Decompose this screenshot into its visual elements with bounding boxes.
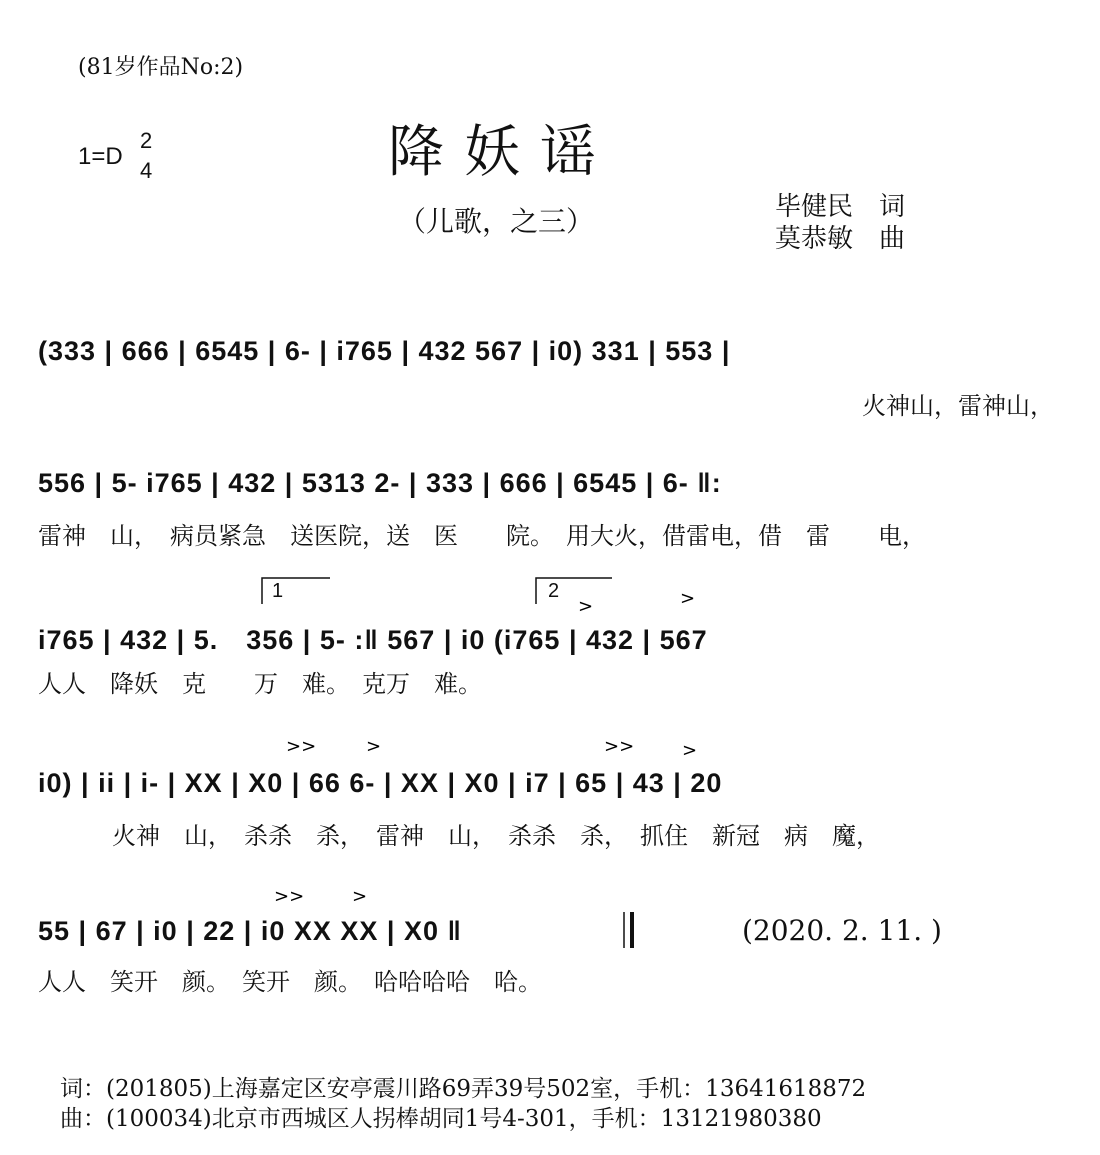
notation-row-3: i765 | 432 | 5. 356 | 5- :‖ 567 | i0 (i765 | 432 | 567 <box>38 625 708 655</box>
first-ending-number: 1 <box>272 580 284 602</box>
second-ending-number: 2 <box>548 580 560 602</box>
work-number-label: (81岁作品No:2) <box>78 55 244 80</box>
composer-credit: 莫恭敏 曲 <box>775 224 906 254</box>
composition-date: (2020. 2. 11. ) <box>742 914 942 947</box>
lyrics-row-5: 人人 笑开 颜。 笑开 颜。 哈哈哈哈 哈。 <box>38 968 542 996</box>
lyrics-row-3: 人人 降妖 克 万 难。 克万 难。 <box>38 670 482 698</box>
lyricist-credit: 毕健民 词 <box>775 192 906 222</box>
accent-mark: > <box>578 596 594 617</box>
accent-mark: > <box>680 588 696 609</box>
song-subtitle: （儿歌，之三） <box>398 205 595 238</box>
notation-row-2: 556 | 5- i765 | 432 | 5313 2- | 333 | 666 | 6545 | 6- ‖: <box>38 468 722 498</box>
accent-mark: >> <box>286 736 317 757</box>
time-signature-top: 2 <box>140 128 153 153</box>
accent-mark: > <box>352 886 368 907</box>
lyrics-row-1: 火神山，雷神山， <box>862 392 1054 420</box>
notation-row-1: (333 | 666 | 6545 | 6- | i765 | 432 567 | i0) 331 | 553 | <box>38 336 731 366</box>
song-title: 降妖谣 <box>388 120 616 185</box>
lyrics-row-4: 火神 山， 杀杀 杀， 雷神 山， 杀杀 杀， 抓住 新冠 病 魔， <box>112 822 880 850</box>
key-signature: 1=D <box>78 143 123 170</box>
accent-mark: > <box>682 740 698 761</box>
time-signature-bottom: 4 <box>140 158 153 183</box>
lyricist-address: 词：(201805)上海嘉定区安亭震川路69弄39号502室，手机：13641618872 <box>60 1076 867 1102</box>
first-ending-bracket <box>262 578 330 604</box>
composer-address: 曲：(100034)北京市西城区人拐棒胡同1号4-301，手机：13121980380 <box>60 1106 822 1132</box>
accent-mark: >> <box>274 886 305 907</box>
second-ending-bracket <box>536 578 612 604</box>
notation-row-4: i0) | ii | i- | XX | X0 | 66 6- | XX | X0 | i7 | 65 | 43 | 20 <box>38 768 723 798</box>
accent-mark: > <box>366 736 382 757</box>
notation-row-5: 55 | 67 | i0 | 22 | i0 XX XX | X0 ‖ <box>38 916 462 946</box>
accent-mark: >> <box>604 736 635 757</box>
lyrics-row-2: 雷神 山， 病员紧急 送医院，送 医 院。 用大火，借雷电，借 雷 电， <box>38 522 926 550</box>
